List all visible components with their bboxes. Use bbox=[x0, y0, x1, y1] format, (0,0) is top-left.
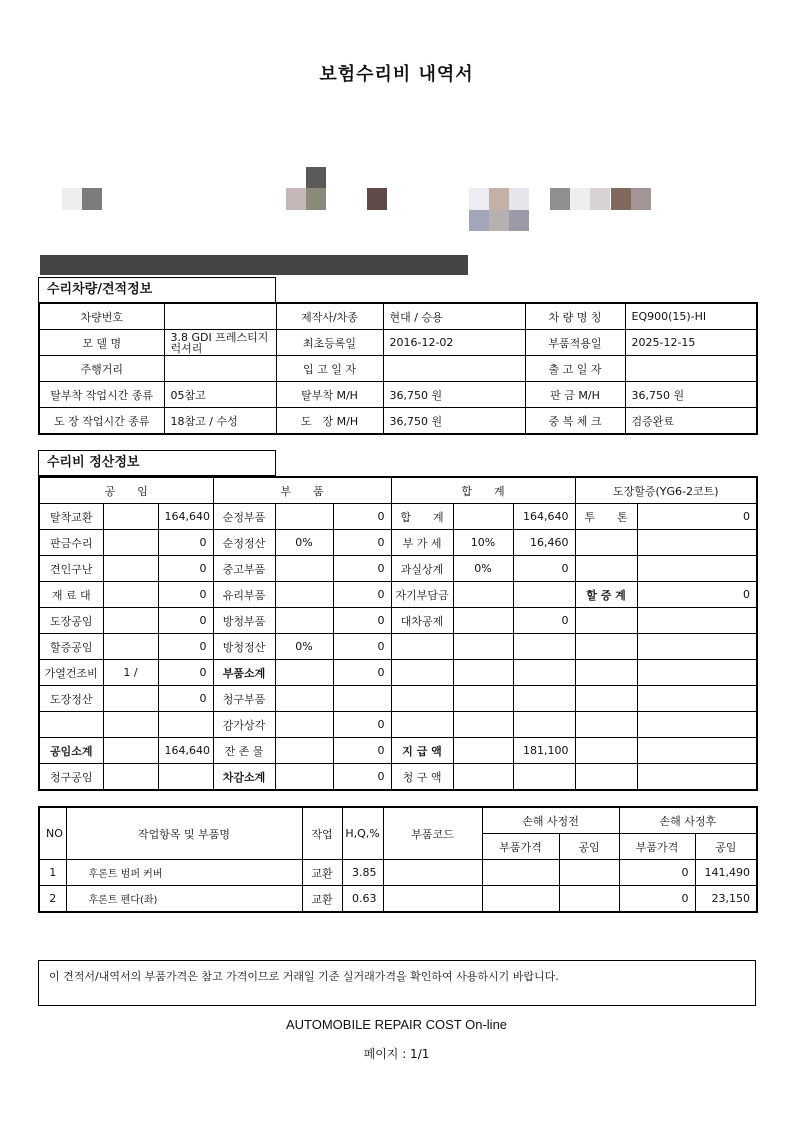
paint-amount bbox=[637, 738, 757, 764]
parts-amount: 0 bbox=[333, 712, 391, 738]
parts-amount: 0 bbox=[333, 634, 391, 660]
parts-label: 중고부품 bbox=[213, 556, 275, 582]
work-after-labor: 23,150 bbox=[695, 886, 757, 913]
labor-amount: 164,640 bbox=[158, 504, 213, 530]
parts-rate bbox=[275, 764, 333, 791]
vehicle-field-value: 3.8 GDI 프레스티지 럭셔리 bbox=[164, 330, 276, 356]
work-items-table bbox=[38, 806, 758, 913]
vehicle-field-value: 검증완료 bbox=[625, 408, 757, 435]
cost-header-parts: 부 품 bbox=[213, 477, 391, 504]
labor-rate bbox=[103, 582, 158, 608]
vehicle-field-value: 36,750 원 bbox=[625, 382, 757, 408]
vehicle-field-label: 차량번호 bbox=[39, 303, 164, 330]
totals-rate bbox=[453, 712, 513, 738]
vehicle-row bbox=[39, 356, 757, 382]
paint-amount: 0 bbox=[637, 504, 757, 530]
work-type: 교환 bbox=[302, 860, 342, 886]
totals-rate bbox=[453, 608, 513, 634]
work-part-code bbox=[383, 860, 482, 886]
paint-amount bbox=[637, 660, 757, 686]
labor-rate bbox=[103, 764, 158, 791]
parts-rate bbox=[275, 608, 333, 634]
section-label-vehicle: 수리차량/견적정보 bbox=[38, 277, 276, 303]
totals-amount bbox=[513, 582, 575, 608]
parts-label: 차감소계 bbox=[213, 764, 275, 791]
labor-label: 탈착교환 bbox=[39, 504, 103, 530]
vehicle-field-value: 현대 / 승용 bbox=[383, 303, 525, 330]
totals-label: 지 급 액 bbox=[391, 738, 453, 764]
vehicle-field-label: 최초등록일 bbox=[276, 330, 383, 356]
vehicle-field-value: EQ900(15)-HI bbox=[625, 303, 757, 330]
vehicle-field-label: 제작사/차종 bbox=[276, 303, 383, 330]
labor-label: 공임소계 bbox=[39, 738, 103, 764]
parts-amount: 0 bbox=[333, 608, 391, 634]
labor-rate bbox=[103, 686, 158, 712]
work-item-name: 후론트 펜다(좌) bbox=[66, 886, 302, 913]
vehicle-field-label: 도 장 M/H bbox=[276, 408, 383, 435]
work-header-code: 부품코드 bbox=[383, 807, 482, 860]
section-label-cost: 수리비 정산정보 bbox=[38, 450, 276, 476]
totals-amount: 164,640 bbox=[513, 504, 575, 530]
work-part-code bbox=[383, 886, 482, 913]
labor-amount: 164,640 bbox=[158, 738, 213, 764]
totals-amount: 181,100 bbox=[513, 738, 575, 764]
labor-label: 도장공임 bbox=[39, 608, 103, 634]
totals-label: 자기부담금 bbox=[391, 582, 453, 608]
parts-label: 순정정산 bbox=[213, 530, 275, 556]
parts-label: 감가상각 bbox=[213, 712, 275, 738]
paint-amount bbox=[637, 764, 757, 791]
work-after-part-price: 0 bbox=[619, 886, 695, 913]
paint-amount bbox=[637, 556, 757, 582]
cost-row bbox=[39, 660, 757, 686]
vehicle-field-label: 도 장 작업시간 종류 bbox=[39, 408, 164, 435]
parts-label: 유리부품 bbox=[213, 582, 275, 608]
work-header-work: 작업 bbox=[302, 807, 342, 860]
vehicle-field-label: 탈부착 작업시간 종류 bbox=[39, 382, 164, 408]
labor-amount bbox=[158, 764, 213, 791]
notice-box bbox=[38, 960, 756, 1006]
vehicle-field-value bbox=[383, 356, 525, 382]
document-title: 보험수리비 내역서 bbox=[319, 64, 474, 85]
paint-label bbox=[575, 660, 637, 686]
vehicle-field-label: 차 량 명 칭 bbox=[525, 303, 625, 330]
totals-rate bbox=[453, 660, 513, 686]
vehicle-field-value: 2016-12-02 bbox=[383, 330, 525, 356]
labor-label: 재 료 대 bbox=[39, 582, 103, 608]
work-header-after-labor: 공임 bbox=[695, 834, 757, 860]
labor-rate bbox=[103, 556, 158, 582]
parts-rate bbox=[275, 556, 333, 582]
work-header-item: 작업항목 및 부품명 bbox=[66, 807, 302, 860]
labor-label: 가열건조비 bbox=[39, 660, 103, 686]
labor-label: 할증공임 bbox=[39, 634, 103, 660]
totals-label: 합 계 bbox=[391, 504, 453, 530]
work-hq: 0.63 bbox=[342, 886, 383, 913]
labor-amount: 0 bbox=[158, 634, 213, 660]
work-no: 1 bbox=[39, 860, 66, 886]
paint-label bbox=[575, 530, 637, 556]
vehicle-row bbox=[39, 303, 757, 330]
vehicle-field-label: 출 고 일 자 bbox=[525, 356, 625, 382]
totals-rate bbox=[453, 582, 513, 608]
labor-rate bbox=[103, 712, 158, 738]
labor-rate bbox=[103, 738, 158, 764]
totals-label: 과실상계 bbox=[391, 556, 453, 582]
totals-rate bbox=[453, 634, 513, 660]
totals-label: 청 구 액 bbox=[391, 764, 453, 791]
parts-rate bbox=[275, 686, 333, 712]
work-header-before-labor: 공임 bbox=[559, 834, 619, 860]
cost-row bbox=[39, 582, 757, 608]
parts-label: 순정부품 bbox=[213, 504, 275, 530]
parts-rate bbox=[275, 504, 333, 530]
totals-amount bbox=[513, 660, 575, 686]
work-before-part-price bbox=[482, 886, 559, 913]
vehicle-field-value bbox=[164, 303, 276, 330]
cost-table bbox=[38, 476, 758, 791]
vehicle-field-value: 18참고 / 수성 bbox=[164, 408, 276, 435]
work-row bbox=[39, 860, 757, 886]
cost-header-paint: 도장할증(YG6-2코트) bbox=[575, 477, 757, 504]
totals-amount: 0 bbox=[513, 608, 575, 634]
labor-amount: 0 bbox=[158, 582, 213, 608]
parts-rate: 0% bbox=[275, 634, 333, 660]
parts-rate bbox=[275, 712, 333, 738]
vehicle-field-label: 주행거리 bbox=[39, 356, 164, 382]
vehicle-field-label: 부품적용일 bbox=[525, 330, 625, 356]
totals-amount bbox=[513, 764, 575, 791]
cost-row bbox=[39, 764, 757, 791]
parts-rate bbox=[275, 738, 333, 764]
footer-title: AUTOMOBILE REPAIR COST On-line bbox=[285, 1017, 508, 1032]
labor-rate bbox=[103, 504, 158, 530]
cost-row bbox=[39, 686, 757, 712]
labor-rate: 1 / bbox=[103, 660, 158, 686]
paint-amount bbox=[637, 608, 757, 634]
work-no: 2 bbox=[39, 886, 66, 913]
paint-amount bbox=[637, 530, 757, 556]
work-type: 교환 bbox=[302, 886, 342, 913]
work-hq: 3.85 bbox=[342, 860, 383, 886]
paint-label bbox=[575, 712, 637, 738]
work-header-after: 손해 사정후 bbox=[619, 807, 757, 834]
totals-rate: 10% bbox=[453, 530, 513, 556]
totals-amount: 16,460 bbox=[513, 530, 575, 556]
labor-rate bbox=[103, 634, 158, 660]
labor-amount: 0 bbox=[158, 660, 213, 686]
parts-amount bbox=[333, 686, 391, 712]
cost-row bbox=[39, 504, 757, 530]
notice-text: 이 견적서/내역서의 부품가격은 참고 가격이므로 거래일 기준 실거래가격을 확인하여 사용하시기 바랍니다. bbox=[49, 970, 559, 983]
totals-rate bbox=[453, 738, 513, 764]
vehicle-field-value: 36,750 원 bbox=[383, 408, 525, 435]
work-header-before-part-price: 부품가격 bbox=[482, 834, 559, 860]
labor-label: 판금수리 bbox=[39, 530, 103, 556]
parts-label: 방청정산 bbox=[213, 634, 275, 660]
totals-label: 부 가 세 bbox=[391, 530, 453, 556]
vehicle-field-label: 중 복 체 크 bbox=[525, 408, 625, 435]
cost-row bbox=[39, 634, 757, 660]
paint-label bbox=[575, 764, 637, 791]
totals-amount: 0 bbox=[513, 556, 575, 582]
labor-label: 견인구난 bbox=[39, 556, 103, 582]
work-item-name: 후론트 범퍼 커버 bbox=[66, 860, 302, 886]
totals-amount bbox=[513, 686, 575, 712]
vehicle-field-value bbox=[164, 356, 276, 382]
labor-amount bbox=[158, 712, 213, 738]
paint-label bbox=[575, 608, 637, 634]
totals-label: 대차공제 bbox=[391, 608, 453, 634]
labor-amount: 0 bbox=[158, 686, 213, 712]
parts-amount: 0 bbox=[333, 582, 391, 608]
labor-amount: 0 bbox=[158, 608, 213, 634]
work-before-labor bbox=[559, 860, 619, 886]
parts-amount: 0 bbox=[333, 738, 391, 764]
totals-amount bbox=[513, 634, 575, 660]
vehicle-row bbox=[39, 408, 757, 435]
labor-label: 도장정산 bbox=[39, 686, 103, 712]
parts-label: 부품소계 bbox=[213, 660, 275, 686]
vehicle-field-value: 2025-12-15 bbox=[625, 330, 757, 356]
totals-rate bbox=[453, 504, 513, 530]
parts-label: 청구부품 bbox=[213, 686, 275, 712]
vehicle-info-table bbox=[38, 302, 758, 435]
parts-rate bbox=[275, 582, 333, 608]
cost-row bbox=[39, 556, 757, 582]
parts-amount: 0 bbox=[333, 504, 391, 530]
paint-amount: 0 bbox=[637, 582, 757, 608]
cost-header-labor: 공 임 bbox=[39, 477, 213, 504]
paint-amount bbox=[637, 634, 757, 660]
paint-label bbox=[575, 738, 637, 764]
work-header-before: 손해 사정전 bbox=[482, 807, 619, 834]
parts-amount: 0 bbox=[333, 764, 391, 791]
work-after-labor: 141,490 bbox=[695, 860, 757, 886]
labor-label: 청구공임 bbox=[39, 764, 103, 791]
cost-row bbox=[39, 530, 757, 556]
work-before-part-price bbox=[482, 860, 559, 886]
work-row bbox=[39, 886, 757, 913]
cost-header-total: 합 계 bbox=[391, 477, 575, 504]
vehicle-field-value: 05참고 bbox=[164, 382, 276, 408]
totals-label bbox=[391, 686, 453, 712]
vehicle-row bbox=[39, 330, 757, 356]
vehicle-field-value: 36,750 원 bbox=[383, 382, 525, 408]
parts-label: 잔 존 물 bbox=[213, 738, 275, 764]
parts-rate bbox=[275, 660, 333, 686]
totals-rate bbox=[453, 764, 513, 791]
vehicle-field-label: 입 고 일 자 bbox=[276, 356, 383, 382]
paint-label: 할 증 계 bbox=[575, 582, 637, 608]
totals-amount bbox=[513, 712, 575, 738]
work-header-hq: H,Q,% bbox=[342, 807, 383, 860]
parts-rate: 0% bbox=[275, 530, 333, 556]
work-header-no: NO bbox=[39, 807, 66, 860]
paint-label: 투 톤 bbox=[575, 504, 637, 530]
parts-label: 방청부품 bbox=[213, 608, 275, 634]
parts-amount: 0 bbox=[333, 556, 391, 582]
cost-row bbox=[39, 738, 757, 764]
totals-label bbox=[391, 634, 453, 660]
totals-rate bbox=[453, 686, 513, 712]
labor-amount: 0 bbox=[158, 556, 213, 582]
labor-rate bbox=[103, 530, 158, 556]
parts-amount: 0 bbox=[333, 530, 391, 556]
page-number: 페이지 : 1/1 bbox=[363, 1047, 430, 1061]
labor-amount: 0 bbox=[158, 530, 213, 556]
labor-rate bbox=[103, 608, 158, 634]
totals-rate: 0% bbox=[453, 556, 513, 582]
paint-label bbox=[575, 634, 637, 660]
paint-amount bbox=[637, 712, 757, 738]
work-header-after-part-price: 부품가격 bbox=[619, 834, 695, 860]
paint-label bbox=[575, 686, 637, 712]
cost-row bbox=[39, 712, 757, 738]
vehicle-field-label: 모 델 명 bbox=[39, 330, 164, 356]
redacted-bar bbox=[40, 255, 468, 275]
vehicle-field-label: 판 금 M/H bbox=[525, 382, 625, 408]
vehicle-field-value bbox=[625, 356, 757, 382]
totals-label bbox=[391, 660, 453, 686]
labor-label bbox=[39, 712, 103, 738]
paint-amount bbox=[637, 686, 757, 712]
work-before-labor bbox=[559, 886, 619, 913]
work-after-part-price: 0 bbox=[619, 860, 695, 886]
cost-row bbox=[39, 608, 757, 634]
paint-label bbox=[575, 556, 637, 582]
totals-label bbox=[391, 712, 453, 738]
vehicle-field-label: 탈부착 M/H bbox=[276, 382, 383, 408]
parts-amount: 0 bbox=[333, 660, 391, 686]
vehicle-row bbox=[39, 382, 757, 408]
